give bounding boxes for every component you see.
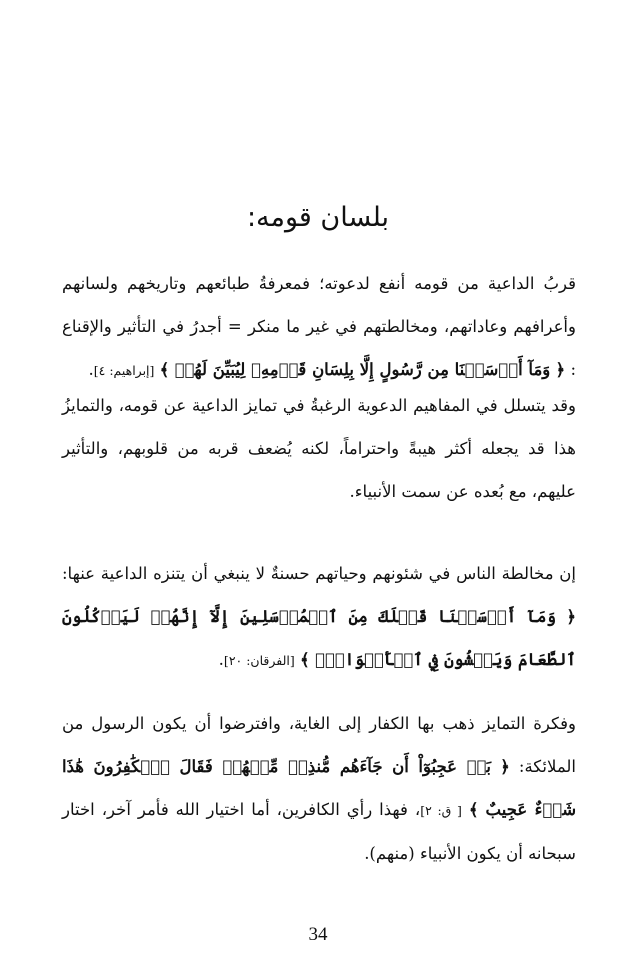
paragraph-1-text: قربُ الداعية من قومه أنفع لدعوته؛ فمعرفةُ طبائعهم وتاريخهم ولسانهم وأعرافهم وعاداتهم، ومخالطتهم في غير ما منكر = أجدرُ في التأثير والإقناع : [62, 274, 576, 379]
paragraph-4 [62, 702, 576, 875]
quran-close-bracket: ﴾ [468, 800, 479, 819]
verse-reference-furqan: [الفرقان: ٢٠] [223, 653, 295, 668]
section-heading: بلسان قومه: [246, 202, 390, 233]
paragraph-1 [62, 262, 576, 392]
quran-open-bracket: ﴿ [566, 607, 576, 626]
paragraph-3-tail: . [218, 650, 224, 669]
quran-verse-furqan: وَمَآ أَرۡسَلۡنَا قَبۡلَكَ مِنَ ٱلۡمُرۡسَلِينَ إِلَّآ إِنَّهُمۡ لَيَأۡكُلُونَ ٱلطَّعَامَ وَيَمۡشُونَ فِي ٱلۡأَسۡوَاقِۗ [62, 607, 576, 669]
quran-open-bracket: ﴿ [500, 757, 510, 776]
paragraph-4-text: وفكرة التمايز ذهب بها الكفار إلى الغاية، وافترضوا أن يكون الرسول من الملائكة: [62, 714, 577, 776]
paragraph-1-tail: . [88, 360, 94, 379]
quran-verse-qaf: بَلۡ عَجِبُوٓاْ أَن جَآءَهُم مُّنذِرٞ مِّنۡهُمۡ فَقَالَ ٱلۡكَٰفِرُونَ هَٰذَا شَيۡءٌ عَجِيبٌ [62, 757, 577, 819]
quran-open-bracket: ﴿ [555, 360, 566, 379]
verse-reference-qaf: [ ق: ٢] [420, 803, 462, 818]
quran-close-bracket: ﴾ [159, 360, 170, 379]
paragraph-4-tail: ، فهذا رأي الكافرين، أما اختيار الله فأمر آخر، اختار سبحانه أن يكون الأنبياء (منهم). [62, 800, 576, 863]
quran-close-bracket: ﴾ [300, 650, 310, 669]
quran-verse-ibrahim: وَمَآ أَرۡسَلۡنَا مِن رَّسُولٍ إِلَّا بِلِسَانِ قَوۡمِهِۦ لِيُبَيِّنَ لَهُمۡ [174, 360, 551, 379]
paragraph-2-text: وقد يتسلل في المفاهيم الدعوية الرغبةُ في تمايز الداعية عن قومه، والتمايزُ هذا قد يجعله أكثر هيبةً واحتراماً، لكنه يُضعف قربه من قلوبهم، والتأثير عليهم، مع بُعده عن سمت الأنبياء. [62, 396, 576, 501]
paragraph-3 [62, 552, 576, 682]
paragraph-3-text: إن مخالطة الناس في شئونهم وحياتهم حسنةٌ لا ينبغي أن يتنزه الداعية عنها: [62, 564, 576, 583]
page-number: 34 [308, 924, 328, 945]
paragraph-2 [62, 384, 576, 513]
verse-reference-ibrahim: [إبراهيم: ٤] [93, 363, 155, 378]
